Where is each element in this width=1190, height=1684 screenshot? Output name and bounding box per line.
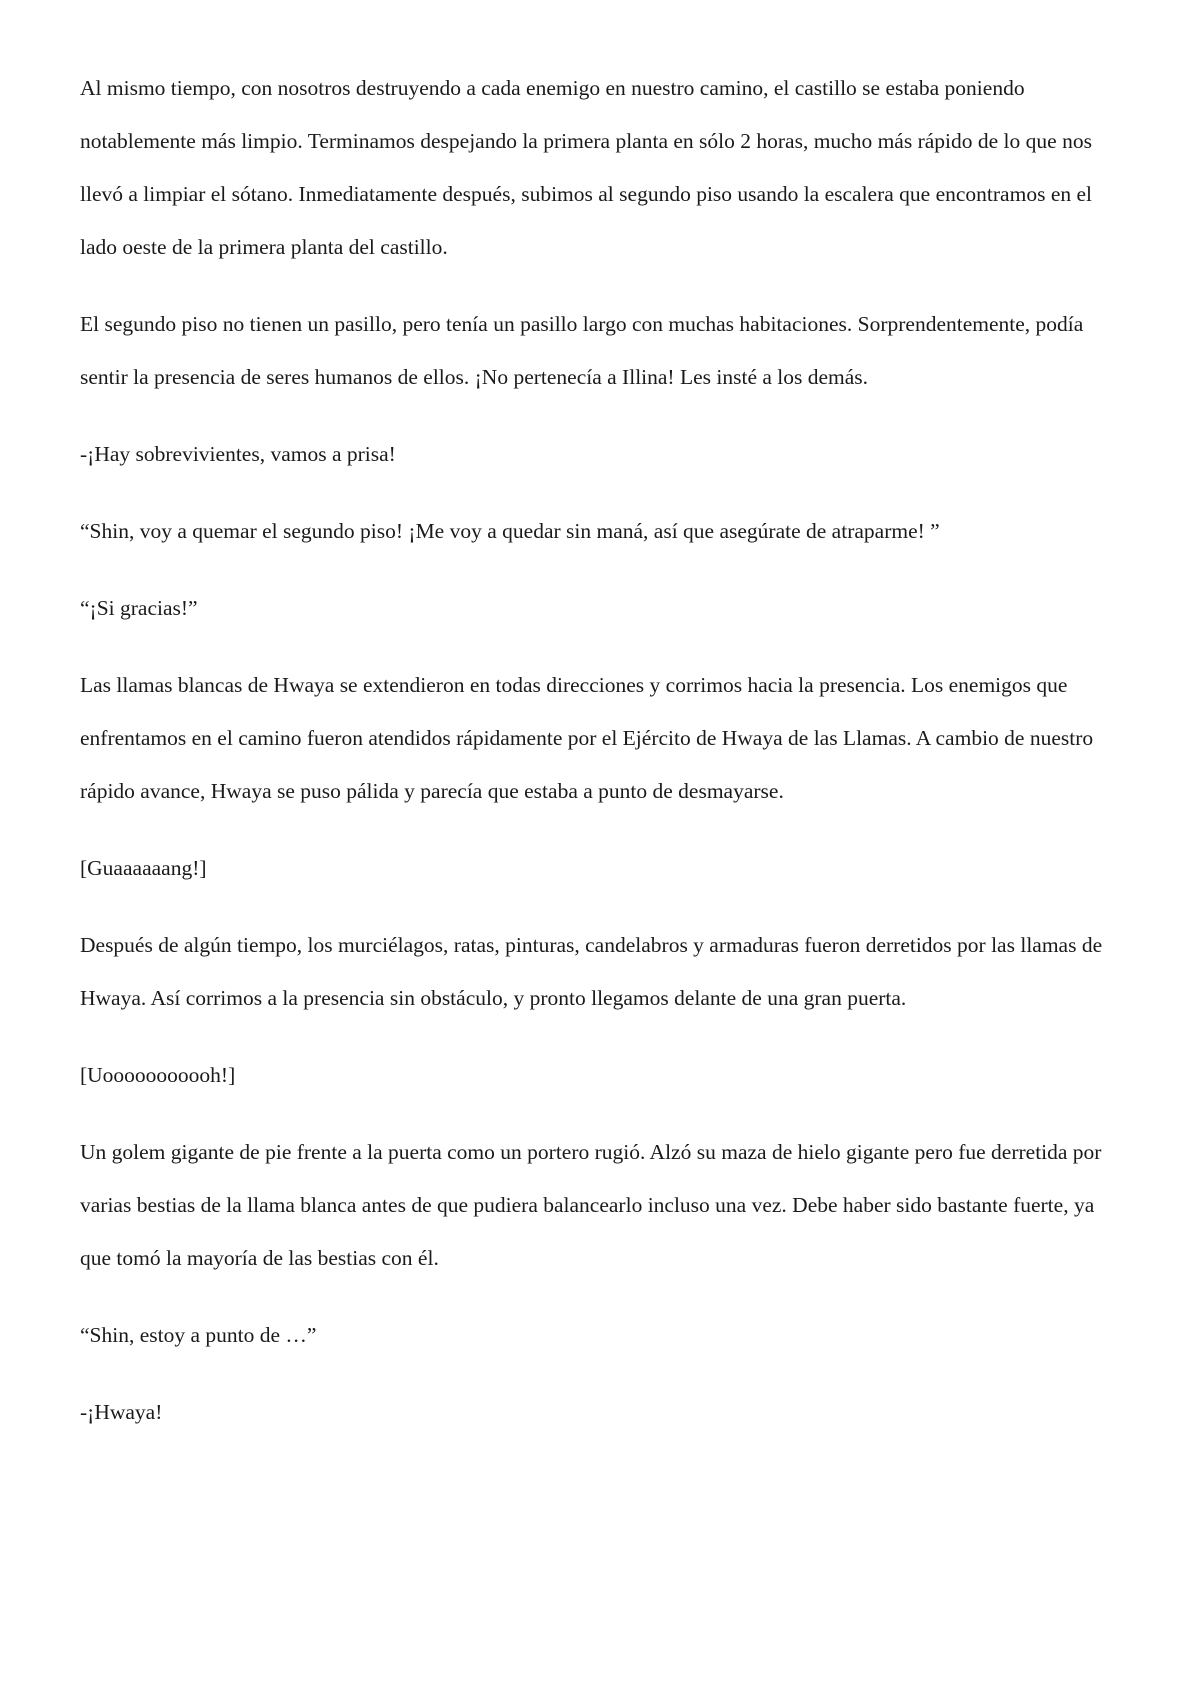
paragraph: “Shin, voy a quemar el segundo piso! ¡Me voy a quedar sin maná, así que asegúrate de atraparme! ”: [80, 519, 940, 543]
paragraph: -¡Hwaya!: [80, 1400, 163, 1424]
paragraph: Al mismo tiempo, con nosotros destruyendo a cada enemigo en nuestro camino, el castillo se estaba poniendo notablemente más limpio. Terminamos despejando la primera planta en sólo 2 horas, mucho más rápido de lo que nos llevó a limpiar el sótano. Inmediatamente después, subimos al segundo piso usando la escalera que encontramos en el lado oeste de la primera planta del castillo.: [80, 76, 1093, 259]
paragraph: “¡Si gracias!”: [80, 596, 198, 620]
paragraph: [Uooooooooooh!]: [80, 1063, 236, 1087]
document-page: [80, 62, 1120, 1463]
paragraph: [Guaaaaaang!]: [80, 856, 207, 880]
paragraph: “Shin, estoy a punto de …”: [80, 1323, 317, 1347]
paragraph: -¡Hay sobrevivientes, vamos a prisa!: [80, 442, 396, 466]
paragraph: Las llamas blancas de Hwaya se extendieron en todas direcciones y corrimos hacia la presencia. Los enemigos que enfrentamos en el camino fueron atendidos rápidamente por el Ejército de Hwaya de las Llamas. A cambio de nuestro rápido avance, Hwaya se puso pálida y parecía que estaba a punto de desmayarse.: [80, 673, 1094, 803]
paragraph: El segundo piso no tienen un pasillo, pero tenía un pasillo largo con muchas habitaciones. Sorprendentemente, podía sentir la presencia de seres humanos de ellos. ¡No pertenecía a Illina! Les insté a los demás.: [80, 312, 1084, 389]
paragraph: Un golem gigante de pie frente a la puerta como un portero rugió. Alzó su maza de hielo gigante pero fue derretida por varias bestias de la llama blanca antes de que pudiera balancearlo incluso una vez. Debe haber sido bastante fuerte, ya que tomó la mayoría de las bestias con él.: [80, 1140, 1102, 1270]
paragraph: Después de algún tiempo, los murciélagos, ratas, pinturas, candelabros y armaduras fueron derretidos por las llamas de Hwaya. Así corrimos a la presencia sin obstáculo, y pronto llegamos delante de una gran puerta.: [80, 933, 1103, 1010]
